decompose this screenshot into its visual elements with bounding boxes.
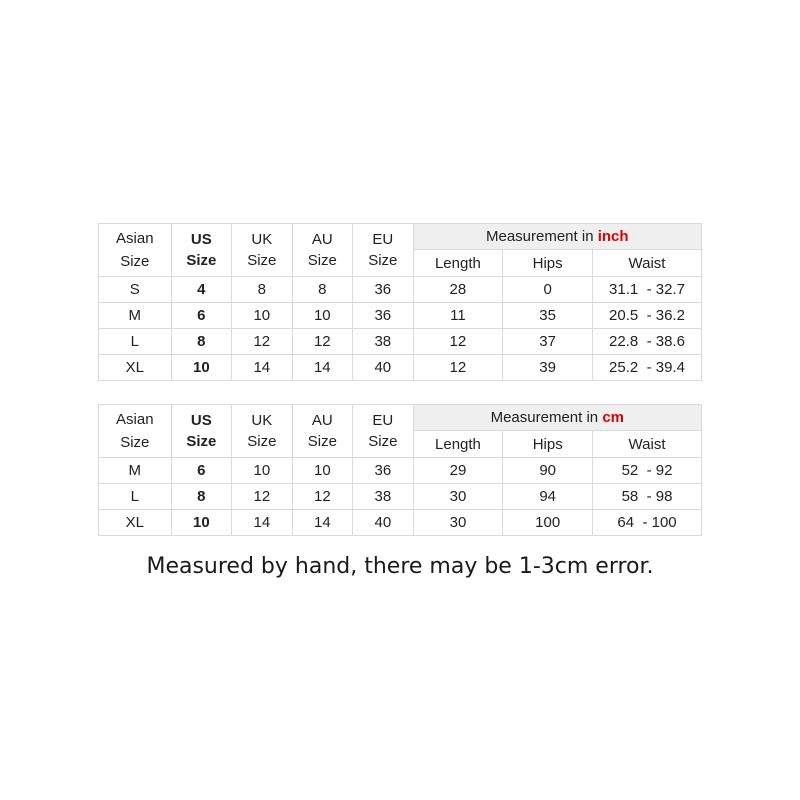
size-table-cm [98, 404, 702, 536]
header-hips: Hips [503, 431, 593, 458]
cell-length: 12 [413, 329, 503, 355]
header-length: Length [413, 431, 503, 458]
cell-eu: 38 [353, 484, 414, 510]
header-uk-size: UK Size [232, 224, 292, 277]
cell-au: 14 [292, 355, 352, 381]
cell-asian: M [99, 458, 172, 484]
cell-waist: 58 - 98 [593, 484, 702, 510]
cell-length: 29 [413, 458, 503, 484]
cell-length: 28 [413, 277, 503, 303]
cell-length: 12 [413, 355, 503, 381]
table-row [99, 510, 702, 536]
cell-uk: 8 [232, 277, 292, 303]
cell-length: 30 [413, 510, 503, 536]
header-uk-size: UK Size [232, 405, 293, 458]
cell-au: 12 [292, 484, 353, 510]
table-row [99, 303, 702, 329]
table-row [99, 355, 702, 381]
cell-au: 12 [292, 329, 352, 355]
cell-us: 4 [171, 277, 231, 303]
cell-asian: M [99, 303, 172, 329]
cell-uk: 14 [232, 355, 292, 381]
cell-us: 6 [171, 303, 231, 329]
header-au-size: AU Size [292, 405, 353, 458]
cell-uk: 14 [232, 510, 293, 536]
cell-asian: L [99, 484, 172, 510]
cell-asian: S [99, 277, 172, 303]
cell-eu: 40 [353, 355, 413, 381]
cell-au: 14 [292, 510, 353, 536]
cell-us: 10 [171, 510, 232, 536]
cell-eu: 38 [353, 329, 413, 355]
header-measurement-cm: Measurement in cm [413, 405, 701, 431]
cell-au: 8 [292, 277, 352, 303]
header-waist: Waist [593, 431, 702, 458]
table-row [99, 484, 702, 510]
cell-eu: 36 [353, 303, 413, 329]
header-eu-size: EU Size [353, 224, 413, 277]
cell-au: 10 [292, 303, 352, 329]
size-table-inch [98, 223, 702, 381]
header-measurement-inch: Measurement in inch [413, 224, 701, 250]
cell-uk: 12 [232, 484, 293, 510]
cell-us: 8 [171, 484, 232, 510]
header-asian-size: Asian Size [99, 405, 172, 458]
cell-eu: 36 [353, 277, 413, 303]
cell-us: 8 [171, 329, 231, 355]
header-asian-size: Asian Size [99, 224, 172, 277]
table-row [99, 329, 702, 355]
cell-hips: 90 [503, 458, 593, 484]
cell-waist: 25.2 - 39.4 [593, 355, 702, 381]
unit-label: cm [602, 409, 624, 426]
cell-uk: 10 [232, 458, 293, 484]
header-au-size: AU Size [292, 224, 352, 277]
cell-length: 11 [413, 303, 503, 329]
cell-asian: L [99, 329, 172, 355]
cell-hips: 39 [503, 355, 593, 381]
header-us-size: US Size [171, 224, 231, 277]
cell-au: 10 [292, 458, 353, 484]
unit-label: inch [597, 228, 629, 245]
cell-uk: 10 [232, 303, 292, 329]
cell-waist: 22.8 - 38.6 [593, 329, 702, 355]
cell-waist: 31.1 - 32.7 [593, 277, 702, 303]
cell-hips: 100 [503, 510, 593, 536]
cell-waist: 64 - 100 [593, 510, 702, 536]
cell-eu: 36 [353, 458, 414, 484]
measurement-note: Measured by hand, there may be 1-3cm error. [146, 554, 654, 579]
header-waist: Waist [593, 250, 702, 277]
cell-eu: 40 [353, 510, 414, 536]
cell-waist: 52 - 92 [593, 458, 702, 484]
header-eu-size: EU Size [353, 405, 414, 458]
cell-us: 6 [171, 458, 232, 484]
header-hips: Hips [503, 250, 593, 277]
cell-waist: 20.5 - 36.2 [593, 303, 702, 329]
cell-hips: 0 [503, 277, 593, 303]
header-length: Length [413, 250, 503, 277]
cell-asian: XL [99, 510, 172, 536]
cell-hips: 35 [503, 303, 593, 329]
cell-us: 10 [171, 355, 231, 381]
cell-uk: 12 [232, 329, 292, 355]
table-row [99, 458, 702, 484]
header-us-size: US Size [171, 405, 232, 458]
cell-hips: 94 [503, 484, 593, 510]
table-row [99, 277, 702, 303]
cell-length: 30 [413, 484, 503, 510]
cell-hips: 37 [503, 329, 593, 355]
cell-asian: XL [99, 355, 172, 381]
